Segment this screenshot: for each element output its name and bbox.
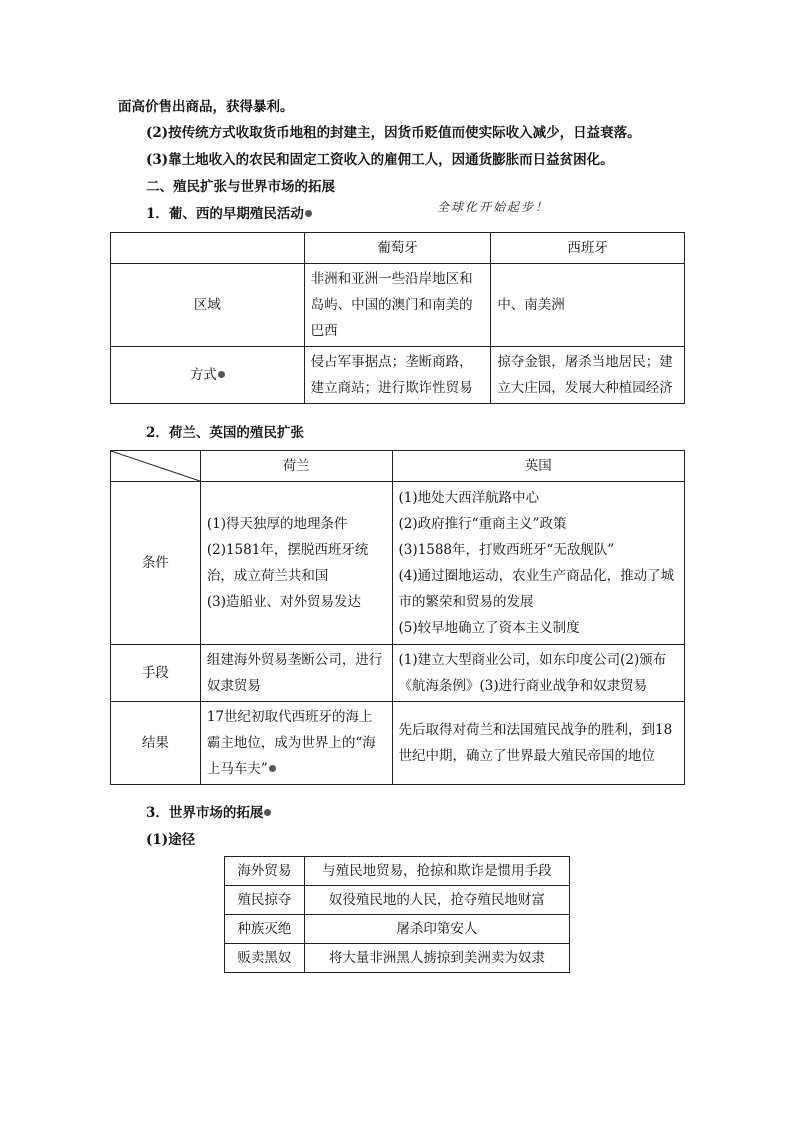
handwritten-note: 全球化开始起步！	[437, 200, 550, 214]
table-cell: 侵占军事据点；垄断商路，建立商站；进行欺诈性贸易	[304, 347, 491, 404]
table-netherlands-england	[110, 450, 685, 785]
note-marker-icon	[269, 765, 276, 772]
subsection-subheading: (1)途径	[146, 832, 196, 848]
row-label: 条件	[111, 482, 201, 645]
note-marker-icon	[305, 210, 312, 217]
subsection-heading: 2．荷兰、英国的殖民扩张	[146, 425, 304, 441]
table-cell: (1)建立大型商业公司，如东印度公司(2)颁布《航海条例》(3)进行商业战争和奴隶贸易	[392, 645, 684, 702]
table-cell: 中、南美洲	[491, 264, 685, 347]
note-marker-icon	[264, 809, 271, 816]
table-cell: 掠夺金银，屠杀当地居民；建立大庄园，发展大种植园经济	[491, 347, 685, 404]
row-label: 结果	[111, 702, 201, 785]
table-cell: 将大量非洲黑人掳掠到美洲卖为奴隶	[304, 944, 569, 973]
paragraph-line: 面高价售出商品，获得暴利。	[118, 99, 294, 115]
table-cell	[392, 482, 684, 645]
subsection-heading: 1．葡、西的早期殖民活动	[146, 204, 312, 224]
row-label: 殖民掠夺	[225, 886, 305, 915]
list-item: (4)通过圈地运动，农业生产商品化，推动了城市的繁荣和贸易的发展	[398, 568, 675, 610]
row-label: 海外贸易	[225, 857, 305, 886]
list-item: (1)地处大西洋航路中心	[398, 490, 540, 506]
note-marker-icon	[218, 371, 225, 378]
section-heading: 二、殖民扩张与世界市场的拓展	[146, 179, 335, 195]
table-corner	[111, 233, 305, 264]
column-header: 葡萄牙	[304, 233, 491, 264]
list-item: (2)政府推行“重商主义”政策	[398, 516, 567, 532]
list-item: (2)1581年，摆脱西班牙统治，成立荷兰共和国	[206, 542, 369, 584]
list-item: (5)较早地确立了资本主义制度	[398, 620, 580, 636]
diagonal-line-icon	[111, 451, 200, 481]
column-header: 西班牙	[491, 233, 685, 264]
table-cell: 与殖民地贸易，抢掠和欺诈是惯用手段	[304, 857, 569, 886]
subsection-heading: 3．世界市场的拓展	[146, 803, 271, 823]
paragraph-line: (2)按传统方式收取货币地租的封建主，因货币贬值而使实际收入减少，日益衰落。	[146, 125, 641, 141]
table-cell: 奴役殖民地的人民，抢夺殖民地财富	[304, 886, 569, 915]
table-cell: 17世纪初取代西班牙的海上霸主地位，成为世界上的“海上马车夫”	[200, 702, 392, 785]
list-item: (3)造船业、对外贸易发达	[206, 594, 361, 610]
diagonal-header-cell	[111, 451, 201, 482]
row-label: 种族灭绝	[225, 915, 305, 944]
list-item: (3)1588年，打败西班牙“无敌舰队”	[398, 542, 615, 558]
table-cell	[200, 482, 392, 645]
paragraph-line: (3)靠土地收入的农民和固定工资收入的雇佣工人，因通货膨胀而日益贫困化。	[146, 152, 614, 168]
table-cell: 非洲和亚洲一些沿岸地区和岛屿、中国的澳门和南美的巴西	[304, 264, 491, 347]
column-header: 英国	[392, 451, 684, 482]
row-label: 区域	[111, 264, 305, 347]
list-item: (1)得天独厚的地理条件	[206, 516, 348, 532]
table-cell: 组建海外贸易垄断公司，进行奴隶贸易	[200, 645, 392, 702]
table-world-market-routes	[224, 856, 570, 973]
table-cell: 先后取得对荷兰和法国殖民战争的胜利，到18世纪中期，确立了世界最大殖民帝国的地位	[392, 702, 684, 785]
table-cell: 屠杀印第安人	[304, 915, 569, 944]
column-header: 荷兰	[200, 451, 392, 482]
row-label: 方式	[111, 347, 305, 404]
table-portugal-spain	[110, 232, 685, 404]
row-label: 贩卖黑奴	[225, 944, 305, 973]
row-label: 手段	[111, 645, 201, 702]
